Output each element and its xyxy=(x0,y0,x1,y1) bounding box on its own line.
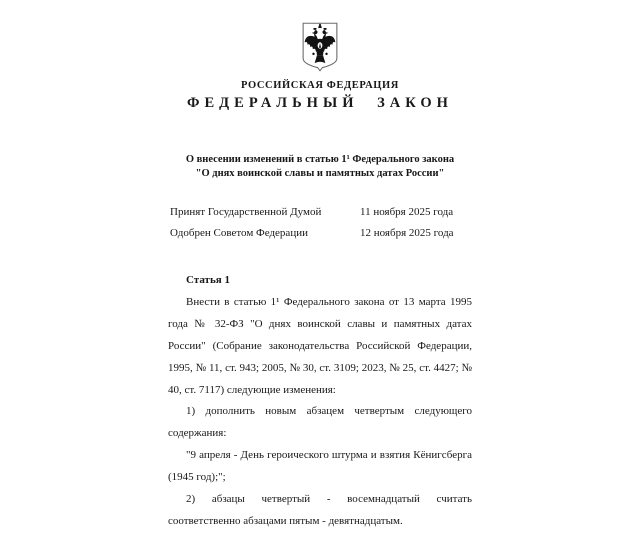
article-heading: Статья 1 xyxy=(186,274,230,286)
law-body xyxy=(168,270,472,533)
body-paragraph: 2) абзацы четвертый - восемнадцатый считать соответственно абзацами пятым - девятнадцатым. xyxy=(168,493,472,527)
adoption-date: 12 ноября 2025 года xyxy=(360,227,454,239)
adoption-date: 11 ноября 2025 года xyxy=(360,206,454,218)
russian-coat-of-arms-icon xyxy=(297,21,343,73)
body-paragraph: "9 апреля - День героического штурма и взятия Кёнигсберга (1945 год);"; xyxy=(168,449,472,484)
law-title-line2: "О днях воинской славы и памятных датах России" xyxy=(195,167,445,179)
document-type-title: ФЕДЕРАЛЬНЫЙ ЗАКОН xyxy=(187,95,453,111)
adoption-block xyxy=(170,206,460,248)
adoption-label: Одобрен Советом Федерации xyxy=(170,227,308,239)
body-paragraph: 1) дополнить новым абзацем четвертым следующего содержания: xyxy=(168,405,472,440)
law-title-line1: О внесении изменений в статью 1¹ Федерального закона xyxy=(185,154,455,165)
body-paragraph: Внести в статью 1¹ Федерального закона от 13 марта 1995 года № 32-ФЗ "О днях воинской славы и памятных датах России" (Собрание законодательства Российской Федерации, 1995, № 11, ст. 943; 2005, № 30, ст. 3109; 2023, № 25, ст. 4427; № 40, ст. 7117) следующие изменения: xyxy=(168,295,472,396)
country-name: РОССИЙСКАЯ ФЕДЕРАЦИЯ xyxy=(241,80,399,91)
law-title xyxy=(0,153,640,180)
adoption-label: Принят Государственной Думой xyxy=(170,206,322,218)
adoption-row-duma xyxy=(170,206,460,227)
adoption-row-federation-council xyxy=(170,227,460,248)
